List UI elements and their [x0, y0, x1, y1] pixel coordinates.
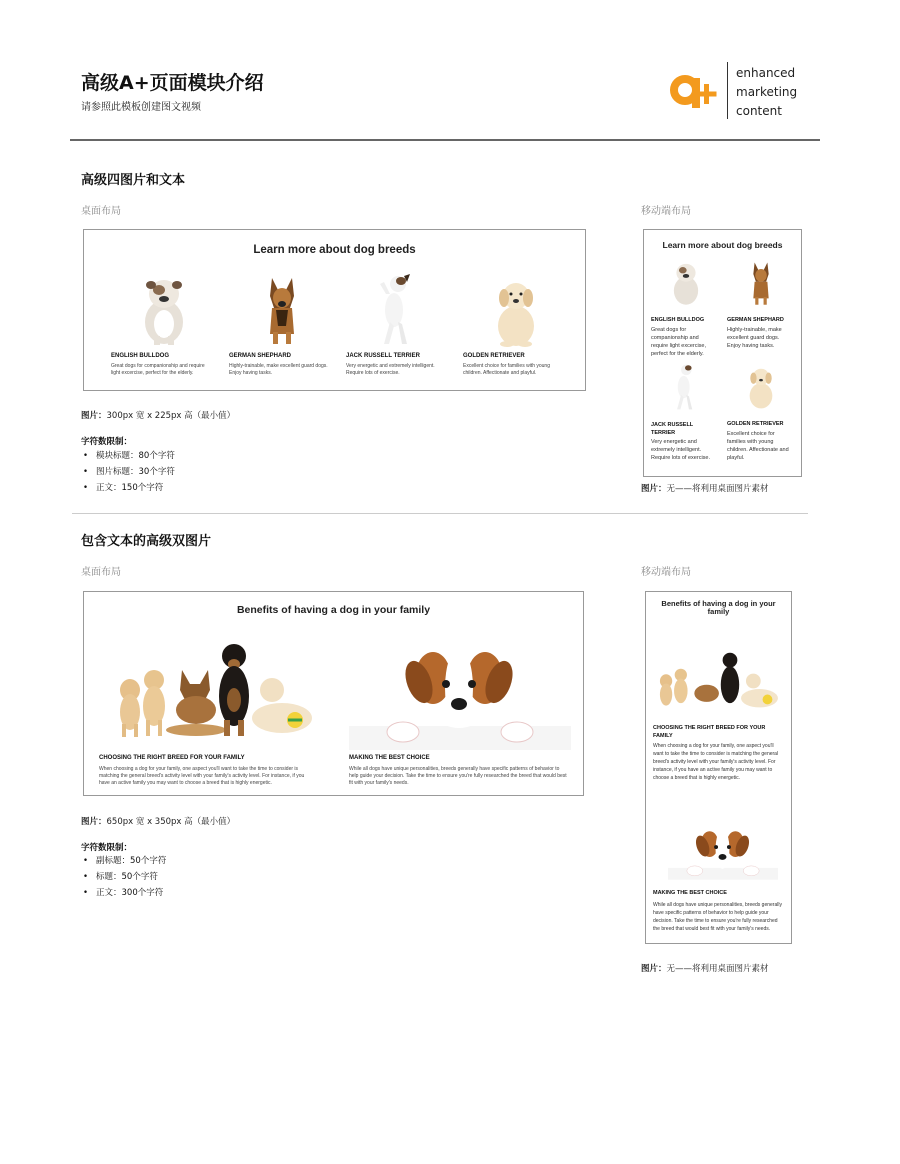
- dog-name: JACK RUSSELL TERRIER: [346, 353, 420, 359]
- section2-mobile-note: [641, 962, 769, 974]
- jack-russell-image: [670, 362, 700, 412]
- logo-line-3: content: [736, 104, 782, 118]
- section2-limits-list: [81, 853, 166, 901]
- section2-limits-title: 字符数限制：: [81, 843, 133, 853]
- block-text: When choosing a dog for your family, one aspect you'll want to take the time to consider is matching the general breed's activity level with your family's activity level. For instance, if you have an active family you may want to choose a breed that is highly energetic.: [99, 766, 305, 786]
- jack-russell-image: [374, 272, 418, 348]
- section1-limits-list: [81, 448, 175, 496]
- golden-retriever-image: [744, 364, 778, 410]
- golden-retriever-image: [489, 276, 543, 348]
- mobile-dog-name: GOLDEN RETRIEVER: [727, 421, 784, 427]
- puppy-image: [349, 638, 571, 750]
- section1-mobile-label: 移动端布局: [641, 206, 691, 217]
- mobile-dog-name: ENGLISH BULLDOG: [651, 317, 705, 323]
- section2-mobile-preview: [645, 591, 792, 944]
- dog-group-image: [112, 640, 317, 740]
- bulldog-image: [139, 274, 189, 346]
- section2-desktop-label: 桌面布局: [81, 567, 121, 578]
- a-plus-logo-icon: [668, 66, 720, 110]
- section-divider: [72, 513, 808, 514]
- section1-title: 高级四图片和文本: [81, 173, 186, 188]
- limit-item: • 标题：50个字符: [81, 869, 166, 885]
- mobile-note-value: 无——将利用桌面图片素材: [666, 484, 769, 494]
- section2-mobile-title: Benefits of having a dog in your family: [661, 599, 776, 616]
- mobile-dog-name: JACK RUSSELL TERRIER: [651, 422, 694, 436]
- german-shepherd-image: [262, 274, 302, 346]
- mobile-dog-name: GERMAN SHEPHARD: [727, 317, 784, 323]
- limit-item: • 正文：300个字符: [81, 885, 166, 901]
- mobile-dog-desc: Excellent choice for families with young children. Affectionate and playful.: [727, 431, 789, 461]
- dog-name: ENGLISH BULLDOG: [111, 353, 169, 359]
- dog-desc: Excellent choice for families with young children. Affectionate and playful.: [463, 363, 550, 376]
- logo-line-1: enhanced: [736, 66, 796, 80]
- image-spec-label: 图片：: [81, 411, 107, 421]
- section1-mobile-preview: [643, 229, 802, 477]
- section1-preview-title: Learn more about dog breeds: [253, 244, 416, 256]
- mobile-block-text: While all dogs have unique personalities, breeds generally have specific patterns of behavior to help guide your decision. Take the time to ensure you're fully researched the breed that would best fit with your family's needs.: [653, 902, 782, 932]
- mobile-block-heading: MAKING THE BEST CHOICE: [653, 890, 727, 896]
- section1-desktop-preview: [83, 229, 586, 391]
- section2-preview-title: Benefits of having a dog in your family: [236, 604, 431, 616]
- logo-divider: [727, 62, 728, 119]
- block-text: While all dogs have unique personalities, breeds generally have specific patterns of behavior to help guide your decision. Take the time to ensure you're fully researched the breed that would best fit with your family's needs.: [349, 766, 567, 786]
- section1-desktop-label: 桌面布局: [81, 206, 121, 217]
- section2-image-spec: [81, 815, 235, 827]
- logo-line-2: marketing: [736, 85, 798, 99]
- limit-item: • 副标题：50个字符: [81, 853, 166, 869]
- header-divider: [70, 139, 820, 141]
- block-heading: MAKING THE BEST CHOICE: [349, 755, 430, 761]
- mobile-dog-desc: Very energetic and extremely intelligent. Require lots of exercise.: [651, 439, 710, 461]
- image-spec-label: 图片：: [81, 817, 107, 827]
- dog-name: GOLDEN RETRIEVER: [463, 353, 525, 359]
- mobile-block-heading: CHOOSING THE RIGHT BREED FOR YOUR FAMILY: [653, 725, 766, 739]
- dog-name: GERMAN SHEPHARD: [229, 353, 292, 359]
- section1-mobile-note: [641, 482, 769, 494]
- image-spec-value: 300px 宽 x 225px 高（最小值）: [106, 411, 236, 421]
- mobile-block-text: When choosing a dog for your family, one aspect you'll want to take the time to consider is matching the general breed's activity level with your family's activity level. For instance, if you have an active family you may want to choose a breed that is highly energetic.: [653, 743, 779, 781]
- dog-group-image: [655, 650, 781, 712]
- dog-desc: Great dogs for companionship and require light excercise, perfect for the elderly.: [111, 363, 205, 376]
- limit-item: • 正文：150个字符: [81, 480, 175, 496]
- mobile-note-label: 图片：: [641, 964, 667, 974]
- puppy-image: [668, 822, 778, 882]
- image-spec-value: 650px 宽 x 350px 高（最小值）: [106, 817, 236, 827]
- section2-mobile-label: 移动端布局: [641, 567, 691, 578]
- section2-title: 包含文本的高级双图片: [81, 534, 212, 549]
- logo-text: [736, 64, 797, 121]
- page-subtitle: 请参照此模板创建图文视频: [81, 102, 201, 113]
- block-heading: CHOOSING THE RIGHT BREED FOR YOUR FAMILY: [99, 755, 245, 761]
- mobile-note-label: 图片：: [641, 484, 667, 494]
- dog-desc: Very energetic and extremely intelligent. Require lots of exercise.: [346, 363, 435, 376]
- page-title: 高级A+页面模块介绍: [81, 72, 264, 94]
- section1-mobile-title: Learn more about dog breeds: [662, 240, 783, 250]
- mobile-dog-desc: Great dogs for companionship and require light excercise, perfect for the elderly.: [651, 327, 707, 357]
- limit-item: • 模块标题：80个字符: [81, 448, 175, 464]
- bulldog-image: [670, 260, 702, 306]
- dog-desc: Highly-trainable, make excellent guard dogs. Enjoy having tasks.: [229, 363, 328, 376]
- section2-desktop-preview: [83, 591, 584, 796]
- limit-item: • 图片标题：30个字符: [81, 464, 175, 480]
- mobile-note-value: 无——将利用桌面图片素材: [666, 964, 769, 974]
- section1-limits-title: 字符数限制：: [81, 437, 133, 447]
- section1-image-spec: [81, 409, 235, 421]
- german-shepherd-image: [748, 260, 774, 306]
- mobile-dog-desc: Highly-trainable, make excellent guard dogs. Enjoy having tasks.: [727, 327, 782, 349]
